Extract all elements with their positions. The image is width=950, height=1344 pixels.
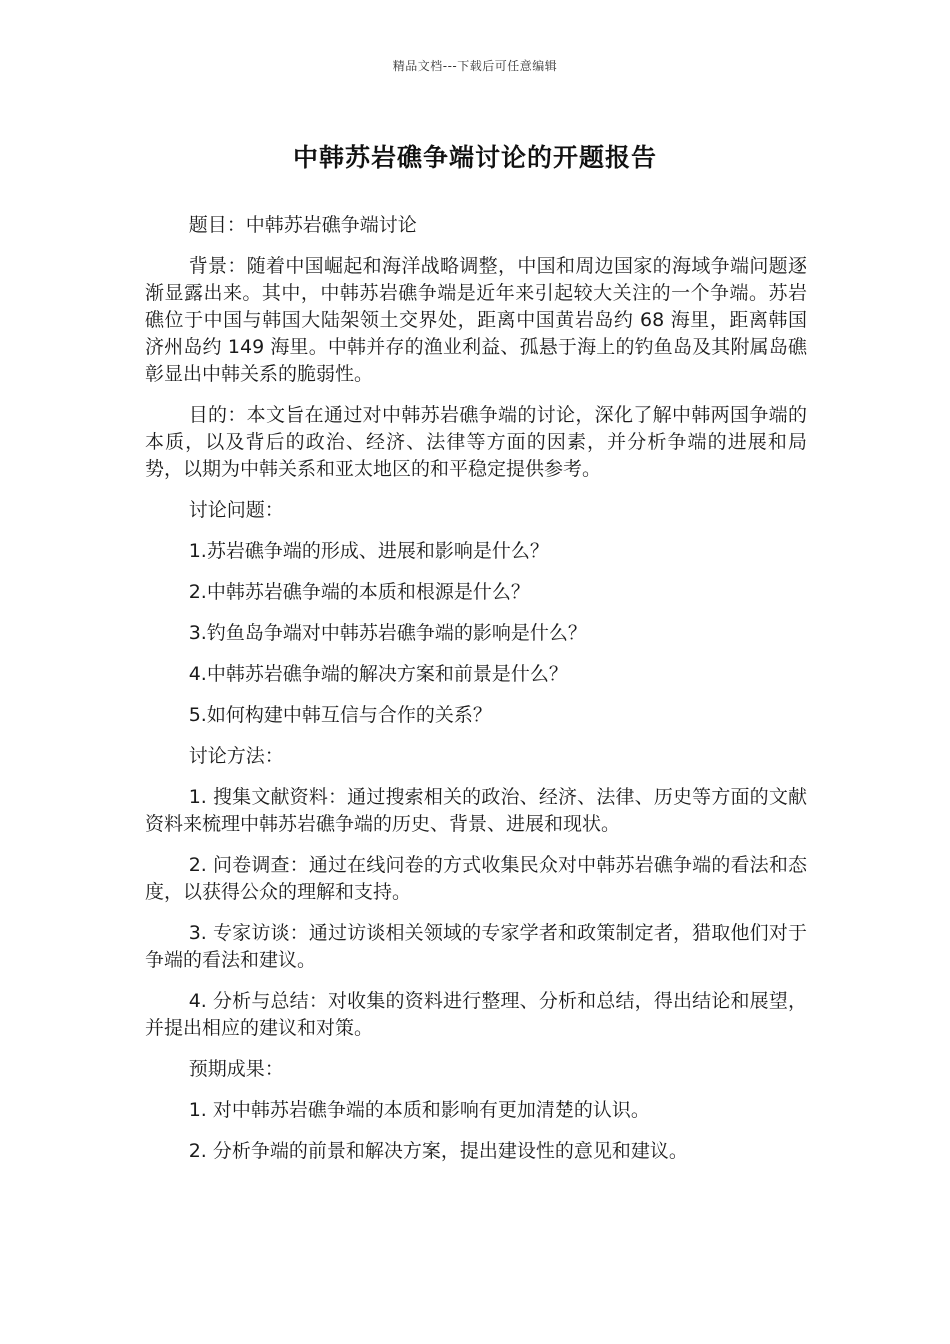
question-item: 1.苏岩礁争端的形成、进展和影响是什么？ xyxy=(188,540,549,562)
heading-discussion-methods: 讨论方法： xyxy=(188,745,284,767)
method-item: 3. 专家访谈：通过访谈相关领域的专家学者和政策制定者，猎取他们对于争端的看法和建议。 xyxy=(145,922,807,971)
result-item: 1. 对中韩苏岩礁争端的本质和影响有更加清楚的认识。 xyxy=(188,1099,650,1121)
question-item: 5.如何构建中韩互信与合作的关系？ xyxy=(188,704,492,726)
paragraph-topic: 题目：中韩苏岩礁争端讨论 xyxy=(188,214,417,236)
paragraph-background: 背景：随着中国崛起和海洋战略调整，中国和周边国家的海域争端问题逐渐显露出来。其中，中韩苏岩礁争端是近年来引起较大关注的一个争端。苏岩礁位于中国与韩国大陆架领土交界处，距离中国黄岩岛约 68 海里，距离韩国济州岛约 149 海里。中韩并存的渔业利益、孤悬于海上的钓鱼岛及其附属岛礁彰显出中韩关系的脆弱性。 xyxy=(145,255,807,385)
question-item: 3.钓鱼岛争端对中韩苏岩礁争端的影响是什么？ xyxy=(188,622,587,644)
method-item: 1. 搜集文献资料：通过搜索相关的政治、经济、法律、历史等方面的文献资料来梳理中韩苏岩礁争端的历史、背景、进展和现状。 xyxy=(145,786,807,835)
paragraph-purpose: 目的：本文旨在通过对中韩苏岩礁争端的讨论，深化了解中韩两国争端的本质，以及背后的政治、经济、法律等方面的因素，并分析争端的进展和局势，以期为中韩关系和亚太地区的和平稳定提供参考。 xyxy=(145,404,807,480)
document-body xyxy=(145,212,807,1179)
heading-expected-results: 预期成果： xyxy=(188,1058,284,1080)
method-item: 4. 分析与总结：对收集的资料进行整理、分析和总结，得出结论和展望，并提出相应的建议和对策。 xyxy=(145,990,807,1039)
heading-discussion-questions: 讨论问题： xyxy=(188,499,284,521)
method-item: 2. 问卷调查：通过在线问卷的方式收集民众对中韩苏岩礁争端的看法和态度，以获得公众的理解和支持。 xyxy=(145,854,807,903)
question-item: 2.中韩苏岩礁争端的本质和根源是什么？ xyxy=(188,581,530,603)
header-note: 精品文档---下载后可任意编辑 xyxy=(392,59,558,73)
document-title: 中韩苏岩礁争端讨论的开题报告 xyxy=(292,143,657,172)
question-item: 4.中韩苏岩礁争端的解决方案和前景是什么？ xyxy=(188,663,568,685)
result-item: 2. 分析争端的前景和解决方案，提出建设性的意见和建议。 xyxy=(188,1140,688,1162)
